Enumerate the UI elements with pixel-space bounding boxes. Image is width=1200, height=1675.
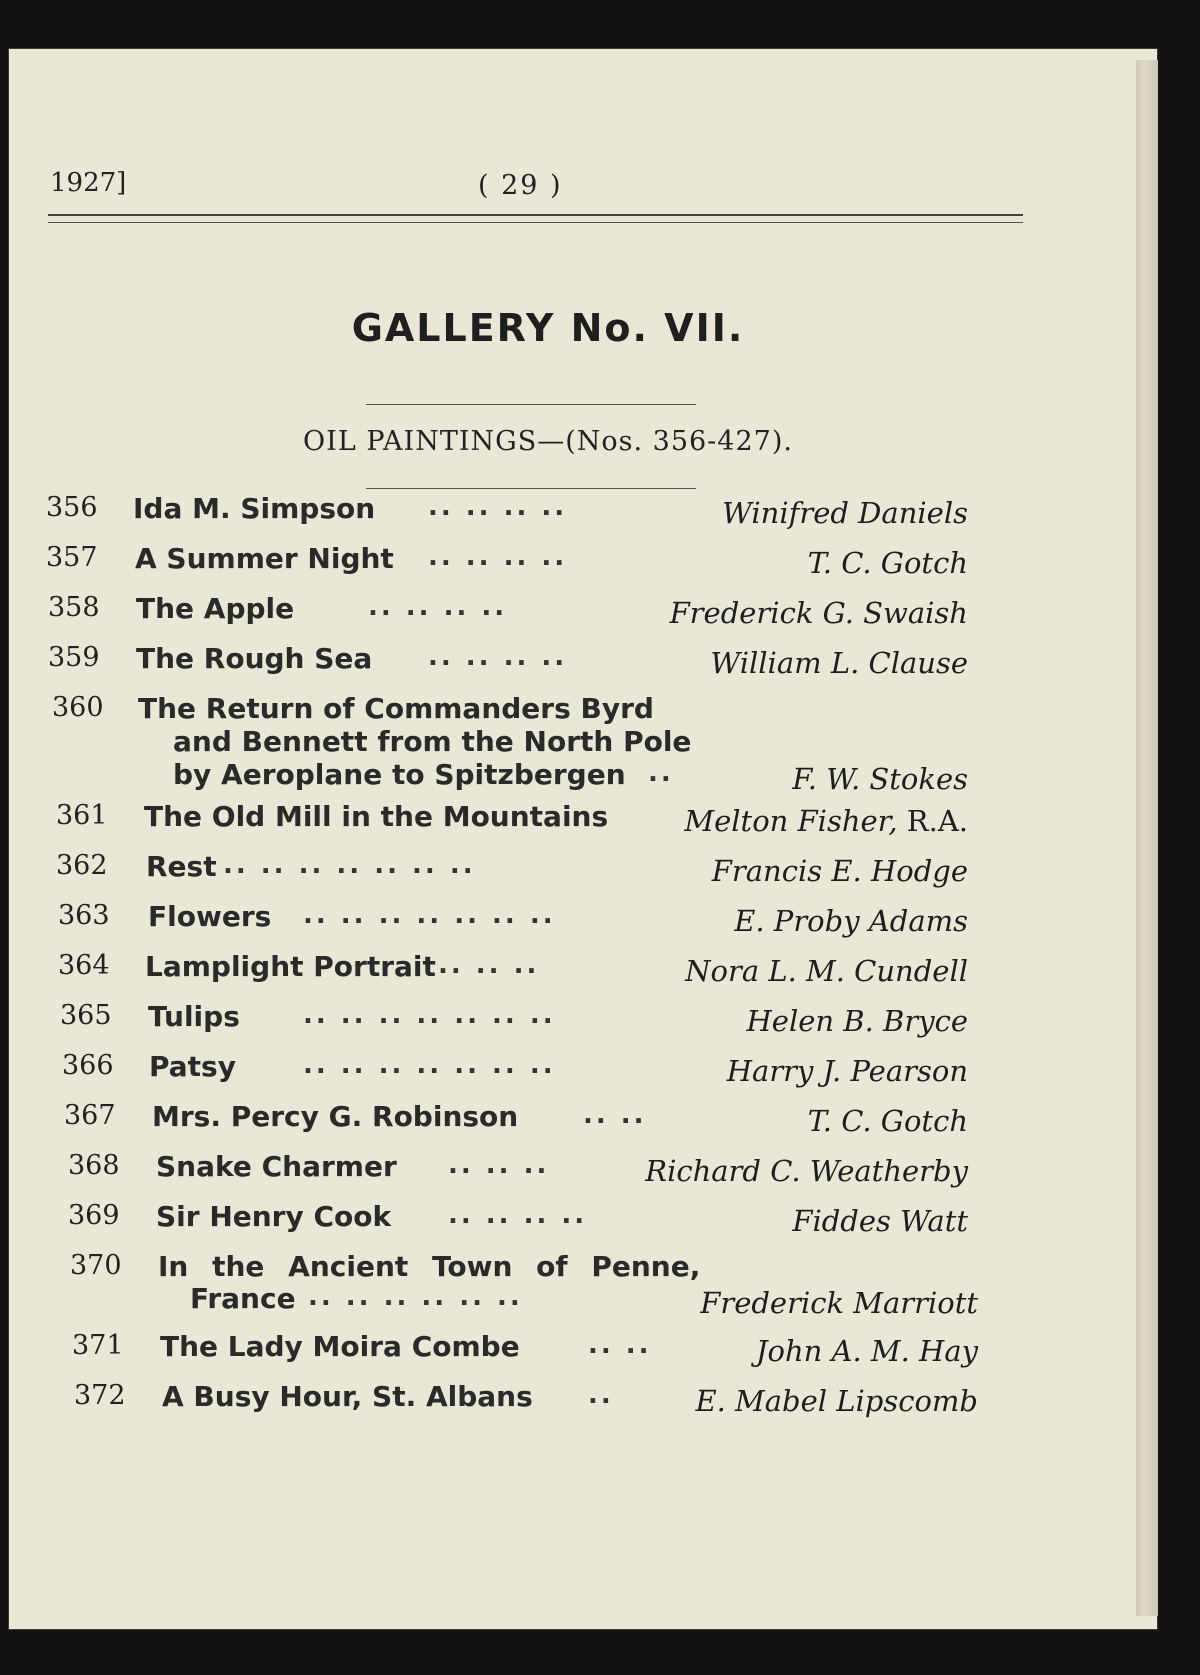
entry-artist: Helen B. Bryce [746, 1004, 968, 1038]
entry-number: 370 [70, 1250, 122, 1281]
entry-number: 361 [56, 800, 108, 831]
entry-number: 364 [58, 950, 110, 981]
header-year: 1927] [50, 168, 127, 198]
entry-title-line-2: France [190, 1282, 296, 1315]
entry-363 [8, 900, 1158, 940]
entry-number: 363 [58, 900, 110, 931]
entry-371 [8, 1330, 1158, 1370]
entry-title: The Apple [136, 592, 295, 625]
entry-leader: .. .. .. .. [448, 1200, 588, 1230]
entry-title: The Lady Moira Combe [160, 1330, 520, 1363]
entry-artist: E. Proby Adams [734, 904, 968, 938]
entry-leader: .. .. [583, 1100, 647, 1130]
artist-honorific: R.A. [906, 804, 968, 838]
entry-artist: Nora L. M. Cundell [685, 954, 968, 988]
entry-title: Mrs. Percy G. Robinson [152, 1100, 519, 1133]
entry-title: Rest [146, 850, 217, 883]
entry-title: A Summer Night [135, 542, 394, 575]
entry-number: 362 [56, 850, 108, 881]
entry-358 [8, 592, 1158, 632]
entry-370 [8, 1250, 1158, 1330]
entry-leader: .. .. .. .. [428, 492, 568, 522]
entry-artist: Fiddes Watt [792, 1204, 968, 1238]
entry-title: A Busy Hour, St. Albans [162, 1380, 533, 1413]
entry-title: Patsy [149, 1050, 236, 1083]
entry-artist: Harry J. Pearson [726, 1054, 968, 1088]
entry-title: Lamplight Portrait [145, 950, 436, 983]
entry-title-line-3: by Aeroplane to Spitzbergen [173, 758, 626, 791]
entry-artist: William L. Clause [710, 646, 968, 680]
entry-leader: .. .. .. .. .. .. .. [303, 900, 556, 930]
entry-title: Snake Charmer [156, 1150, 397, 1183]
entry-359 [8, 642, 1158, 682]
header-page-number: ( 29 ) [478, 170, 563, 201]
entry-number: 372 [74, 1380, 126, 1411]
entry-number: 356 [46, 492, 98, 523]
entry-artist: John A. M. Hay [755, 1334, 978, 1368]
entry-title-line-1: The Return of Commanders Byrd [138, 692, 654, 725]
entry-number: 366 [62, 1050, 114, 1081]
entry-leader: .. .. .. .. .. .. .. [303, 1050, 556, 1080]
entry-number: 367 [64, 1100, 116, 1131]
entry-leader: .. .. .. .. .. .. .. [303, 1000, 556, 1030]
entry-title: The Rough Sea [136, 642, 373, 675]
entry-title: Tulips [148, 1000, 240, 1033]
entry-title: The Old Mill in the Mountains [144, 800, 609, 833]
entry-number: 368 [68, 1150, 120, 1181]
entry-artist: Francis E. Hodge [711, 854, 968, 888]
entry-artist: Frederick G. Swaish [669, 596, 968, 630]
entry-artist: Frederick Marriott [700, 1286, 978, 1320]
entry-357 [8, 542, 1158, 582]
entry-leader: .. [648, 758, 674, 788]
entry-title-line-1: In the Ancient Town of Penne, [158, 1250, 701, 1283]
entry-title-line-2: and Bennett from the North Pole [173, 725, 692, 758]
entry-title: Ida M. Simpson [133, 492, 376, 525]
entry-number: 358 [48, 592, 100, 623]
entry-number: 359 [48, 642, 100, 673]
catalogue-page [8, 48, 1158, 1630]
entry-365 [8, 1000, 1158, 1040]
entry-leader: .. .. .. .. [428, 642, 568, 672]
entry-364 [8, 950, 1158, 990]
entry-number: 369 [68, 1200, 120, 1231]
entry-artist [684, 804, 968, 838]
entry-leader: .. .. .. [438, 950, 540, 980]
section-title: OIL PAINTINGS—(Nos. 356-427). [303, 426, 793, 457]
entry-360 [8, 692, 1158, 802]
entry-leader: .. .. .. .. .. .. [308, 1282, 523, 1312]
entry-artist: Richard C. Weatherby [645, 1154, 968, 1188]
entry-title: Flowers [148, 900, 272, 933]
entry-372 [8, 1380, 1158, 1420]
entry-362 [8, 850, 1158, 890]
entry-artist: F. W. Stokes [792, 762, 968, 796]
entry-366 [8, 1050, 1158, 1090]
entry-number: 360 [52, 692, 104, 723]
entry-artist: E. Mabel Lipscomb [695, 1384, 978, 1418]
entry-artist: T. C. Gotch [807, 1104, 968, 1138]
entry-367 [8, 1100, 1158, 1140]
gallery-title: GALLERY No. VII. [351, 306, 745, 350]
entry-number: 357 [46, 542, 98, 573]
title-rule-upper [366, 404, 696, 405]
artist-name: Melton Fisher, [684, 804, 898, 838]
entry-number: 365 [60, 1000, 112, 1031]
entry-369 [8, 1200, 1158, 1240]
entry-leader: .. [588, 1380, 614, 1410]
entry-leader: .. .. .. .. [428, 542, 568, 572]
entry-356 [8, 492, 1158, 532]
entry-leader: .. .. .. .. [368, 592, 508, 622]
entry-number: 371 [72, 1330, 124, 1361]
header-double-rule [48, 214, 1023, 223]
entry-leader: .. .. [588, 1330, 652, 1360]
entry-361 [8, 800, 1158, 840]
entry-title: Sir Henry Cook [156, 1200, 392, 1233]
entry-leader: .. .. .. .. .. .. .. [223, 850, 476, 880]
entry-leader: .. .. .. [448, 1150, 550, 1180]
title-rule-lower [366, 488, 696, 489]
entry-368 [8, 1150, 1158, 1190]
entry-artist: T. C. Gotch [807, 546, 968, 580]
entry-artist: Winifred Daniels [722, 496, 968, 530]
